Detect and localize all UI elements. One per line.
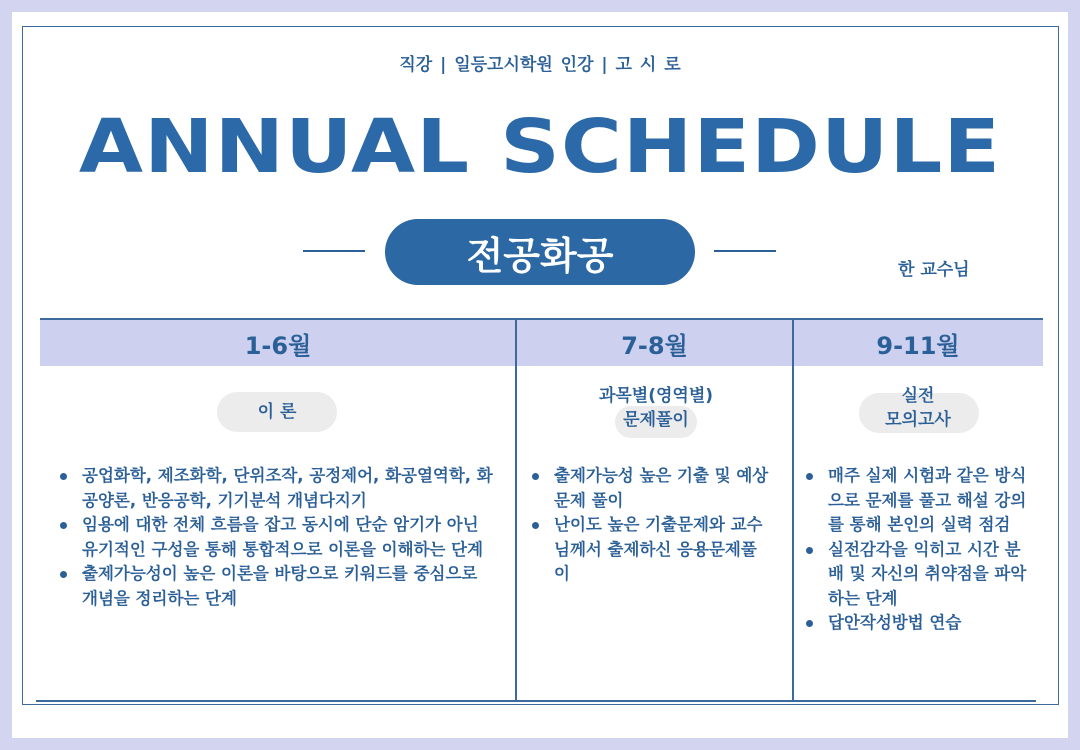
list-item: 답안작성방법 연습 <box>804 611 1036 636</box>
list-item: 실전감각을 익히고 시간 분배 및 자신의 취약점을 파악하는 단계 <box>804 538 1036 612</box>
tag-line: 문제풀이 <box>623 410 689 430</box>
list-item: 공업화학, 제조화학, 단위조작, 공정제어, 화공열역학, 화공양론, 반응공학, 기기분석 개념다지기 <box>58 464 498 513</box>
column-divider-2 <box>792 318 794 702</box>
table-bottom-border <box>36 700 1036 702</box>
title-divider-left <box>303 250 365 252</box>
list-item: 난이도 높은 기출문제와 교수님께서 출제하신 응용문제풀이 <box>530 513 770 587</box>
list-item: 매주 실제 시험과 같은 방식으로 문제를 풀고 해설 강의를 통해 본인의 실력 점검 <box>804 464 1036 538</box>
column-header-9-11: 9-11월 <box>876 331 960 360</box>
tag-line: 모의고사 <box>885 410 951 430</box>
column-2-bullets <box>530 464 770 587</box>
list-item: 출제가능성이 높은 이론을 바탕으로 키워드를 중심으로 개념을 정리하는 단계 <box>58 562 498 611</box>
tag-line: 실전 <box>901 386 935 406</box>
tag-problem-solving <box>556 384 756 432</box>
tag-line: 과목별(영역별) <box>598 386 714 406</box>
tag-theory: 이 론 <box>217 392 337 432</box>
column-divider-1 <box>515 318 517 702</box>
subject-badge: 전공화공 <box>385 219 695 285</box>
title-divider-right <box>714 250 776 252</box>
schedule-header-row <box>40 320 1043 366</box>
column-3-bullets <box>804 464 1036 636</box>
column-1-bullets <box>58 464 498 611</box>
professor-name: 한 교수님 <box>898 260 970 280</box>
list-item: 임용에 대한 전체 흐름을 잡고 동시에 단순 암기가 아닌 유기적인 구성을 통해 통합적으로 이론을 이해하는 단계 <box>58 513 498 562</box>
column-header-1-6: 1-6월 <box>244 331 312 360</box>
header-subtitle: 직강 | 일등고시학원 인강 | 고 시 로 <box>399 55 681 75</box>
column-header-7-8: 7-8월 <box>621 331 688 360</box>
list-item: 출제가능성 높은 기출 및 예상문제 풀이 <box>530 464 770 513</box>
page-title: ANNUAL SCHEDULE <box>78 104 1002 190</box>
tag-mock-exam <box>818 384 1018 432</box>
